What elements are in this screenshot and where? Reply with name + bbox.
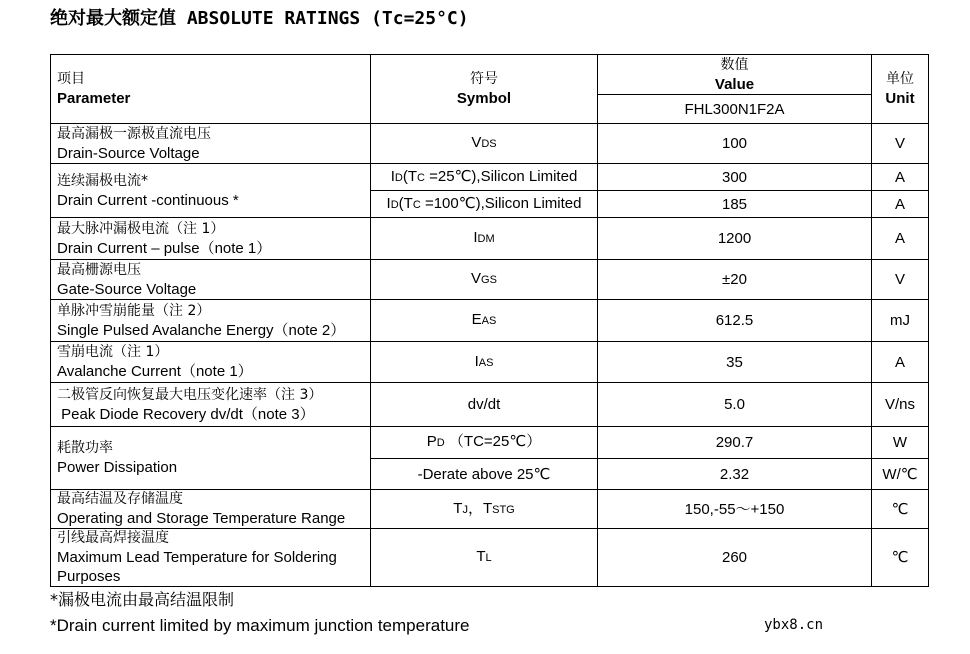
header-parameter-cell	[51, 55, 371, 124]
symbol-main: P	[426, 433, 437, 450]
symbol-subscript: AS	[481, 315, 497, 327]
value-cell: 260	[598, 529, 872, 587]
parameter-zh: 耗散功率	[57, 440, 113, 456]
symbol-subscript: DS	[481, 138, 497, 150]
table-row	[51, 529, 929, 587]
symbol-subscript: STG	[492, 503, 515, 516]
value-cell: 612.5	[598, 300, 872, 342]
symbol-cell	[371, 124, 598, 164]
parameter-zh: 最高漏极一源极直流电压	[57, 125, 211, 142]
symbol-subscript: AS	[478, 356, 494, 369]
symbol-subscript: D	[436, 437, 445, 449]
symbol-cell	[371, 218, 598, 260]
symbol-text: =25℃),Silicon Limited	[424, 167, 578, 185]
unit-cell: mJ	[872, 300, 929, 342]
value-cell: 150,-55～+150	[598, 490, 872, 529]
header-symbol-cell	[371, 55, 598, 124]
symbol-cell	[371, 300, 598, 342]
symbol-cell	[371, 260, 598, 300]
parameter-en: Drain-Source Voltage	[57, 144, 200, 162]
symbol-cell	[371, 191, 598, 218]
header-parameter-zh: 项目	[57, 71, 85, 87]
unit-cell: A	[872, 342, 929, 383]
parameter-zh: 引线最高焊接温度	[57, 530, 169, 546]
parameter-en: Power Dissipation	[57, 459, 178, 476]
symbol-subscript: D	[394, 171, 403, 184]
header-unit-en: Unit	[885, 90, 915, 107]
parameter-cell	[51, 427, 371, 490]
header-value-en: Value	[714, 75, 755, 93]
parameter-en: Maximum Lead Temperature for Soldering Purposes	[57, 549, 337, 585]
unit-cell: W	[872, 427, 929, 459]
value-cell: 185	[598, 191, 872, 218]
symbol-subscript: J	[462, 503, 468, 516]
unit-cell: V/ns	[872, 383, 929, 427]
symbol-main: T	[453, 499, 463, 517]
header-unit-zh: 单位	[886, 71, 914, 87]
symbol-text: (T	[402, 167, 417, 185]
table-row	[51, 427, 929, 459]
value-cell: 290.7	[598, 427, 872, 459]
table-row	[51, 260, 929, 300]
symbol-text: (T	[398, 194, 413, 212]
symbol-main: I	[474, 352, 479, 370]
value-cell: 35	[598, 342, 872, 383]
parameter-zh: 最大脉冲漏极电流（注 1）	[57, 220, 225, 237]
symbol-cell	[371, 459, 598, 490]
header-parameter-en: Parameter	[57, 90, 131, 107]
value-cell: 5.0	[598, 383, 872, 427]
parameter-en: Avalanche Current（note 1）	[57, 363, 253, 380]
parameter-zh: 雪崩电流（注 1）	[57, 344, 169, 360]
header-value-cell	[598, 55, 872, 95]
table-row	[51, 383, 929, 427]
symbol-cell	[371, 490, 598, 529]
parameter-en: Operating and Storage Temperature Range	[57, 510, 346, 527]
parameter-cell	[51, 260, 371, 300]
parameter-cell	[51, 124, 371, 164]
header-unit-cell	[872, 55, 929, 124]
parameter-en: Drain Current – pulse（note 1）	[57, 239, 272, 257]
value-cell: ±20	[598, 260, 872, 300]
parameter-cell	[51, 300, 371, 342]
unit-cell: ℃	[872, 490, 929, 529]
unit-cell: V	[872, 260, 929, 300]
table-header-row	[51, 55, 929, 95]
table-row	[51, 218, 929, 260]
symbol-cell	[371, 427, 598, 459]
symbol-subscript: C	[412, 198, 421, 211]
parameter-cell	[51, 490, 371, 529]
table-row	[51, 300, 929, 342]
table-row	[51, 124, 929, 164]
value-cell: 100	[598, 124, 872, 164]
watermark: ybx8.cn	[764, 617, 824, 633]
symbol-subscript: D	[390, 198, 399, 211]
footnote-english: *Drain current limited by maximum junction temperature	[50, 616, 470, 635]
symbol-main: T	[476, 548, 486, 565]
parameter-zh: 二极管反向恢复最大电压变化速率（注 3）	[57, 386, 323, 403]
symbol-cell	[371, 383, 598, 427]
table-row	[51, 164, 929, 191]
page-title: 绝对最大额定值 ABSOLUTE RATINGS (Tc=25°C)	[50, 8, 469, 29]
symbol-main: -Derate above 25℃	[417, 465, 551, 483]
unit-cell: A	[872, 191, 929, 218]
unit-cell: W/℃	[872, 459, 929, 490]
parameter-en: Gate-Source Voltage	[57, 280, 197, 298]
table-row	[51, 490, 929, 529]
parameter-en: Single Pulsed Avalanche Energy（note 2）	[57, 321, 346, 339]
parameter-zh: 最高栅源电压	[57, 261, 141, 278]
parameter-en: Drain Current -continuous *	[57, 191, 239, 209]
symbol-subscript: GS	[481, 274, 497, 286]
value-cell: 1200	[598, 218, 872, 260]
symbol-cell	[371, 529, 598, 587]
unit-cell: V	[872, 124, 929, 164]
symbol-main: I	[473, 229, 478, 246]
parameter-cell	[51, 383, 371, 427]
symbol-subscript: C	[417, 171, 425, 184]
symbol-main: I	[390, 167, 395, 185]
header-symbol-en: Symbol	[456, 90, 512, 107]
table-row	[51, 342, 929, 383]
symbol-cell	[371, 342, 598, 383]
parameter-cell	[51, 342, 371, 383]
symbol-text: =100℃),Silicon Limited	[420, 194, 582, 212]
footnote-chinese: *漏极电流由最高结温限制	[50, 590, 235, 609]
unit-cell: A	[872, 218, 929, 260]
value-cell: 300	[598, 164, 872, 191]
symbol-text: ，T	[467, 499, 493, 517]
parameter-cell	[51, 218, 371, 260]
symbol-main: V	[471, 270, 482, 287]
parameter-zh: 最高结温及存储温度	[57, 491, 183, 507]
symbol-cell	[371, 164, 598, 191]
unit-cell: ℃	[872, 529, 929, 587]
symbol-main: E	[471, 311, 482, 328]
parameter-zh: 单脉冲雪崩能量（注 2）	[57, 302, 211, 319]
part-number-cell: FHL300N1F2A	[598, 95, 872, 124]
symbol-main: I	[386, 194, 391, 212]
parameter-cell	[51, 529, 371, 587]
unit-cell: A	[872, 164, 929, 191]
symbol-main: V	[471, 134, 482, 151]
header-symbol-zh: 符号	[470, 71, 498, 87]
ratings-table	[50, 54, 929, 587]
symbol-text: （TC=25℃）	[444, 433, 542, 450]
value-cell: 2.32	[598, 459, 872, 490]
parameter-en: Peak Diode Recovery dv/dt（note 3）	[57, 405, 315, 423]
parameter-zh: 连续漏极电流*	[57, 172, 148, 189]
symbol-main: dv/dt	[467, 396, 501, 413]
header-value-zh: 数值	[720, 56, 749, 73]
parameter-cell	[51, 164, 371, 218]
symbol-subscript: DM	[477, 233, 495, 245]
symbol-subscript: L	[485, 552, 492, 564]
